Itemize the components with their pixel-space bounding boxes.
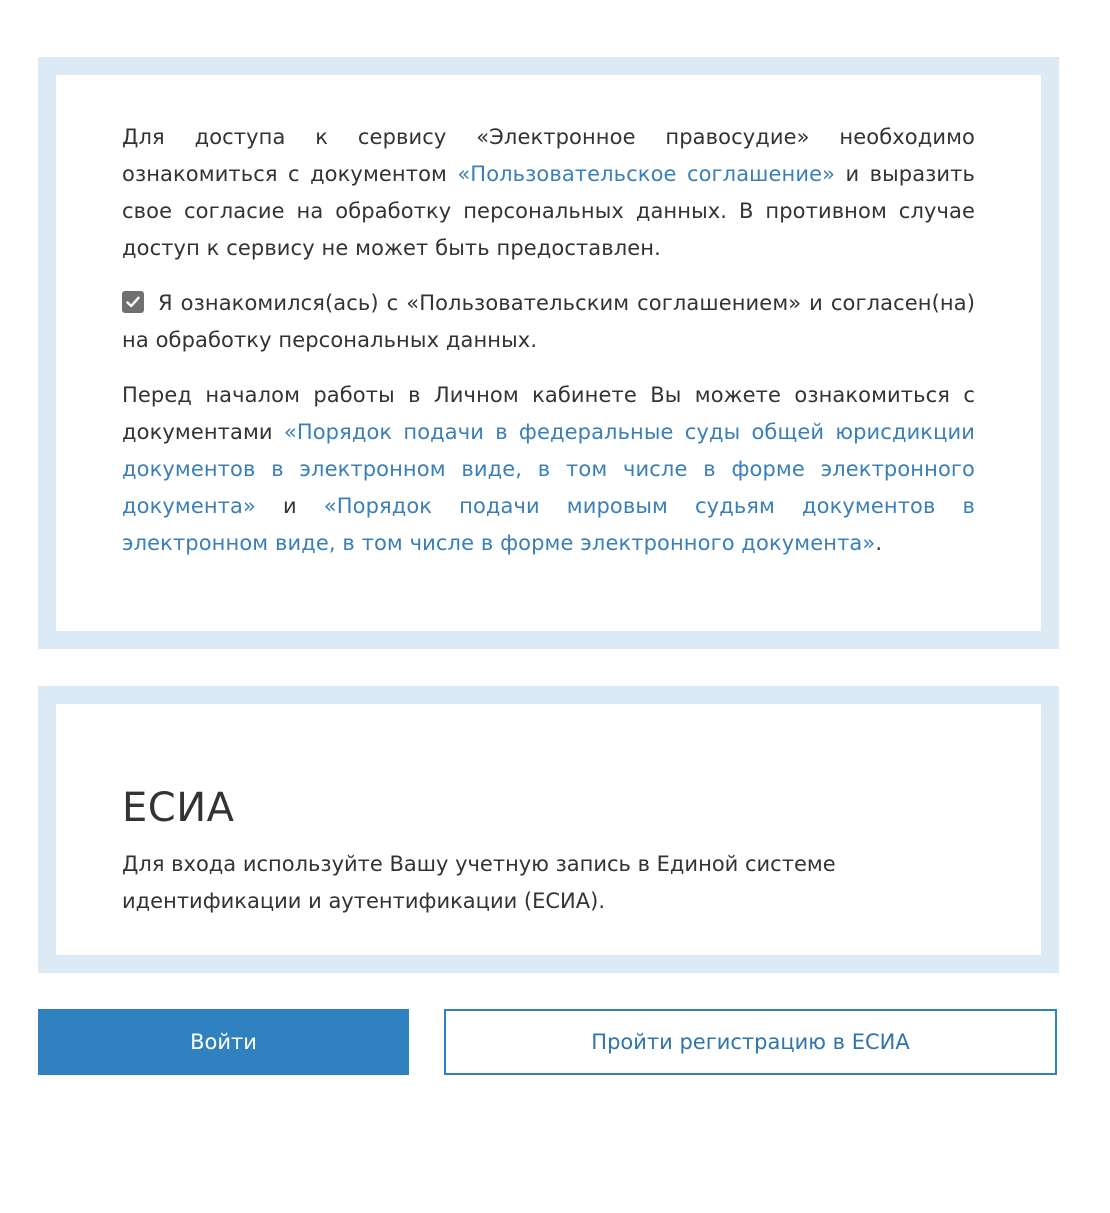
checkmark-icon [125, 294, 141, 310]
federal-courts-procedure-link[interactable]: «Порядок подачи в федеральные суды общей юрисдикции документов в электронном виде, в том числе в форме электронного документа» [122, 420, 975, 518]
esia-title: ЕСИА [122, 785, 235, 831]
access-notice-paragraph [122, 119, 975, 267]
esia-panel [38, 686, 1059, 973]
documents-conjunction: и [255, 494, 324, 518]
consent-row [122, 285, 975, 359]
documents-text: Перед началом работы в Личном кабинете Вы можете ознакомиться с документами [122, 383, 975, 444]
register-esia-button[interactable]: Пройти регистрацию в ЕСИА [444, 1009, 1057, 1075]
access-notice-text: Для доступа к сервису «Электронное правосудие» необходимо ознакомиться с документом [122, 125, 975, 186]
agreement-panel-inner [56, 75, 1041, 631]
consent-label: Я ознакомился(ась) с «Пользовательским соглашением» и согласен(на) на обработку персональных данных. [122, 291, 975, 352]
esia-description: Для входа используйте Вашу учетную запись в Единой системе идентификации и аутентификации (ЕСИА). [122, 852, 836, 913]
login-button[interactable]: Войти [38, 1009, 409, 1075]
consent-checkbox[interactable] [122, 291, 144, 313]
magistrates-procedure-link[interactable]: «Порядок подачи мировым судьям документов в электронном виде, в том числе в форме электронного документа» [122, 494, 975, 555]
agreement-panel [38, 57, 1059, 649]
user-agreement-link[interactable]: «Пользовательское соглашение» [457, 162, 836, 186]
access-notice-text-end: и выразить свое согласие на обработку персональных данных. В противном случае доступ к сервису не может быть предоставлен. [122, 162, 975, 260]
esia-panel-inner [56, 704, 1041, 955]
documents-text-end: . [875, 531, 883, 555]
documents-paragraph [122, 377, 975, 562]
